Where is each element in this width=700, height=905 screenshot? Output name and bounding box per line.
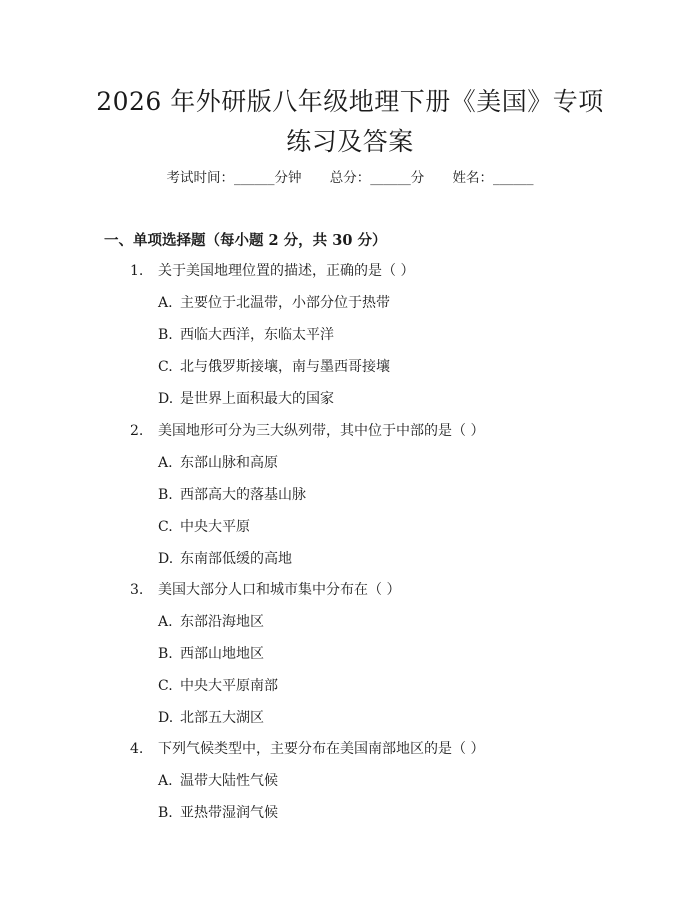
exam-time-field: 考试时间：______分钟: [166, 170, 302, 186]
question-number: 2.: [130, 423, 144, 439]
option-text: 东部山脉和高原: [180, 455, 278, 471]
question-2-option-b: [158, 485, 306, 505]
option-text: 是世界上面积最大的国家: [180, 391, 334, 407]
option-letter: C.: [158, 678, 173, 694]
option-text: 东部沿海地区: [180, 614, 264, 630]
question-number: 1.: [130, 263, 144, 279]
question-text: 美国地形可分为三大纵列带，其中位于中部的是（ ）: [158, 423, 485, 439]
question-3-option-d: [158, 708, 264, 728]
question-4-option-a: [158, 771, 278, 791]
question-2-option-d: [158, 549, 292, 569]
option-letter: A.: [158, 295, 173, 311]
question-3-option-a: [158, 612, 264, 632]
title-line-2: 练习及答案: [286, 127, 414, 156]
option-text: 温带大陆性气候: [180, 773, 278, 789]
option-letter: B.: [158, 327, 173, 343]
option-letter: B.: [158, 487, 173, 503]
option-text: 西临大西洋，东临太平洋: [180, 327, 334, 343]
student-name-field: 姓名：______: [452, 170, 534, 186]
option-letter: C.: [158, 519, 173, 535]
exam-meta: [0, 168, 700, 188]
question-2-option-a: [158, 453, 278, 473]
option-text: 西部高大的落基山脉: [180, 487, 306, 503]
question-1-option-c: [158, 357, 390, 377]
question-text: 下列气候类型中，主要分布在美国南部地区的是（ ）: [158, 741, 485, 757]
question-1-option-b: [158, 325, 334, 345]
option-letter: D.: [158, 391, 174, 407]
question-3-option-b: [158, 644, 264, 664]
option-text: 北与俄罗斯接壤，南与墨西哥接壤: [180, 359, 390, 375]
question-text: 关于美国地理位置的描述，正确的是（ ）: [158, 263, 415, 279]
option-letter: D.: [158, 710, 174, 726]
option-text: 亚热带湿润气候: [180, 805, 278, 821]
question-4: [130, 739, 484, 759]
total-score-field: 总分：______分: [329, 170, 425, 186]
option-letter: A.: [158, 455, 173, 471]
option-text: 中央大平原南部: [180, 678, 278, 694]
question-1: [130, 261, 414, 281]
option-letter: A.: [158, 614, 173, 630]
option-text: 北部五大湖区: [180, 710, 264, 726]
option-text: 中央大平原: [180, 519, 250, 535]
document-title: [60, 82, 640, 162]
question-number: 3.: [130, 582, 144, 598]
option-text: 东南部低缓的高地: [180, 551, 292, 567]
question-4-option-b: [158, 803, 278, 823]
option-text: 主要位于北温带，小部分位于热带: [180, 295, 390, 311]
question-2-option-c: [158, 517, 250, 537]
option-letter: B.: [158, 646, 173, 662]
title-line-1: 2026 年外研版八年级地理下册《美国》专项: [96, 87, 604, 116]
question-number: 4.: [130, 741, 144, 757]
question-text: 美国大部分人口和城市集中分布在（ ）: [158, 582, 401, 598]
question-2: [130, 421, 484, 441]
question-1-option-d: [158, 389, 334, 409]
section-heading: 一、单项选择题（每小题 2 分，共 30 分）: [104, 232, 387, 249]
option-letter: C.: [158, 359, 173, 375]
option-text: 西部山地地区: [180, 646, 264, 662]
option-letter: D.: [158, 551, 174, 567]
option-letter: B.: [158, 805, 173, 821]
question-3-option-c: [158, 676, 278, 696]
question-3: [130, 580, 400, 600]
option-letter: A.: [158, 773, 173, 789]
question-1-option-a: [158, 293, 390, 313]
